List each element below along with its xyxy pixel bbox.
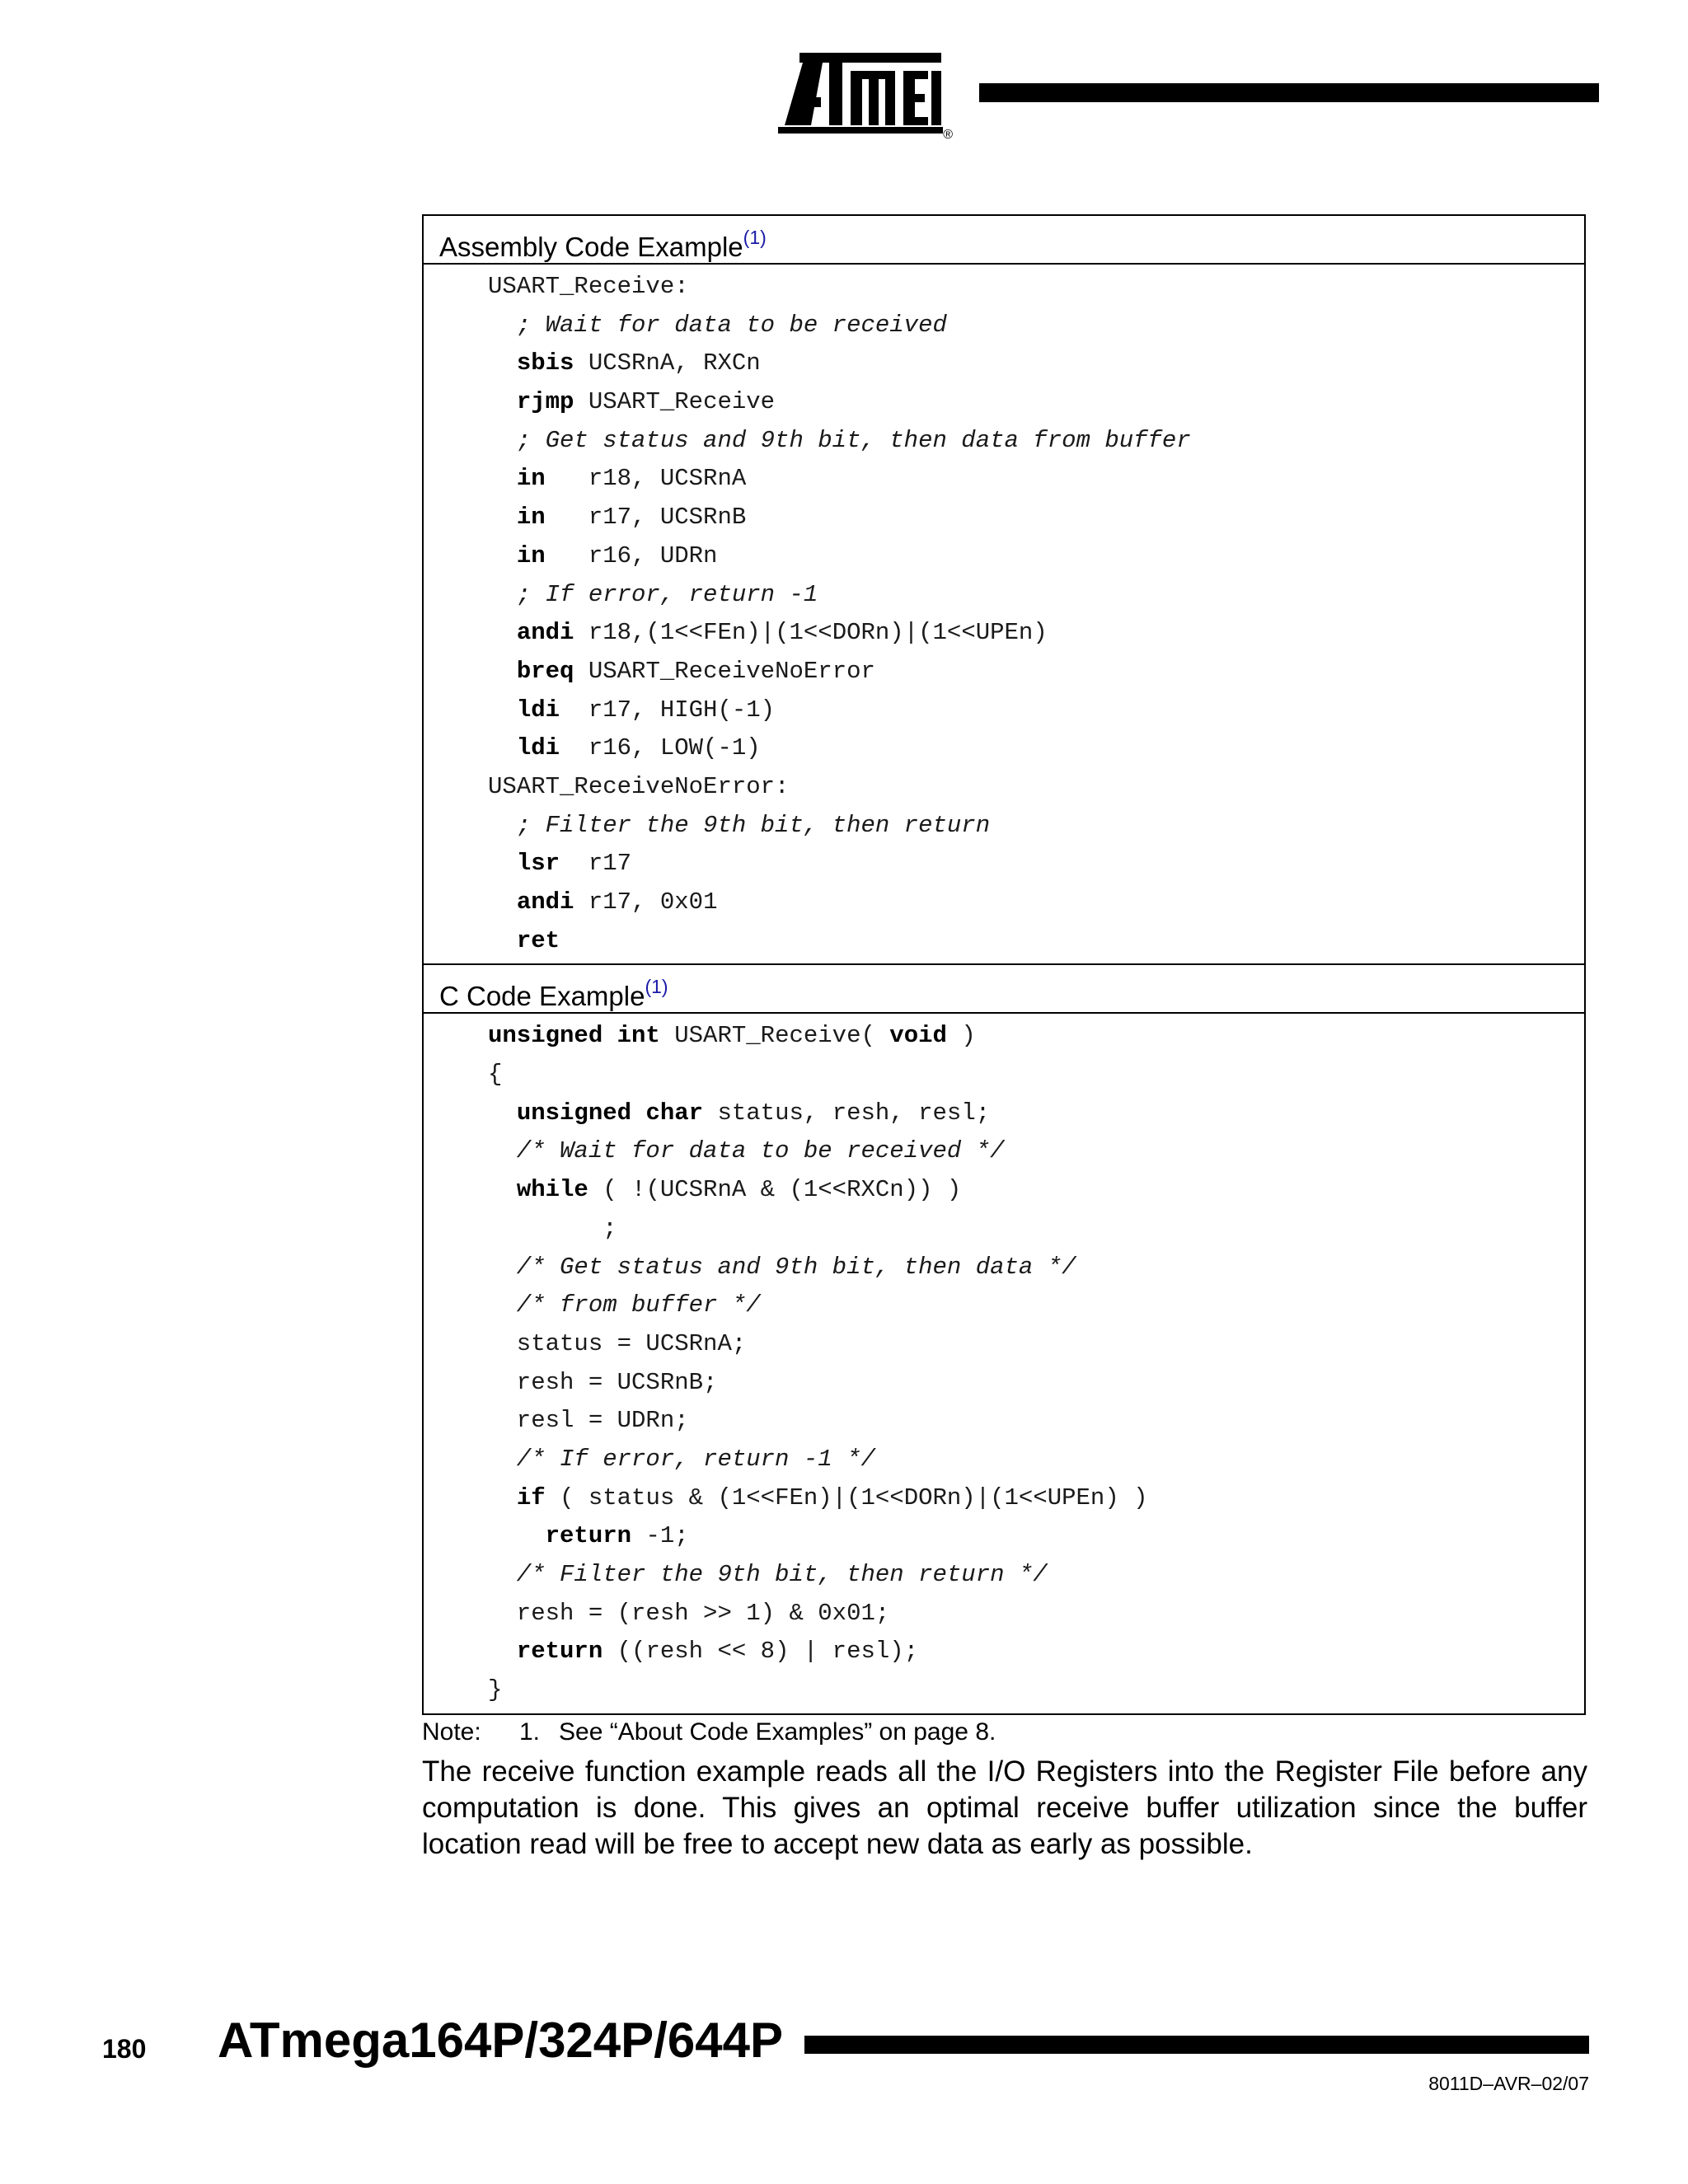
code-line bbox=[488, 1441, 1584, 1479]
code-line bbox=[488, 460, 1584, 499]
code-keyword: while bbox=[516, 1176, 588, 1204]
page-number: 180 bbox=[102, 2034, 147, 2064]
code-line bbox=[488, 1479, 1584, 1518]
code-text bbox=[488, 734, 517, 762]
code-line bbox=[488, 922, 1584, 961]
code-line bbox=[488, 499, 1584, 537]
code-text bbox=[488, 1176, 517, 1203]
code-keyword: in bbox=[516, 465, 546, 493]
code-keyword: ldi bbox=[516, 734, 560, 762]
code-comment: /* Filter the 9th bit, then return */ bbox=[488, 1561, 1048, 1588]
code-line bbox=[488, 883, 1584, 922]
code-text: ) bbox=[946, 1022, 976, 1050]
code-line bbox=[488, 1094, 1584, 1133]
code-text: USART_Receive bbox=[574, 388, 776, 416]
code-text bbox=[488, 349, 517, 377]
code-line bbox=[488, 1132, 1584, 1171]
code-text bbox=[488, 1099, 517, 1127]
header-rule bbox=[979, 83, 1599, 102]
code-keyword: void bbox=[889, 1022, 947, 1050]
assembly-footnote-ref: (1) bbox=[743, 227, 767, 248]
c-code-title: C Code Example bbox=[439, 981, 645, 1012]
code-line bbox=[488, 1325, 1584, 1364]
code-text bbox=[488, 542, 517, 569]
body-paragraph: The receive function example reads all the I/O Registers into the Register File before any computation is done. This gives an optimal receive buffer utilization since the buffer location read will be free to accept new data as early as possible. bbox=[422, 1755, 1587, 1860]
code-text: -1; bbox=[631, 1522, 689, 1550]
code-text: USART_ReceiveNoError bbox=[574, 657, 875, 685]
code-line bbox=[488, 268, 1584, 307]
code-comment: /* from buffer */ bbox=[488, 1291, 761, 1319]
code-text bbox=[488, 888, 517, 916]
code-line bbox=[488, 1171, 1584, 1210]
code-text bbox=[488, 504, 517, 531]
code-text: r17, HIGH(-1) bbox=[560, 696, 776, 724]
code-keyword: unsigned char bbox=[516, 1099, 704, 1127]
code-line bbox=[488, 383, 1584, 422]
code-text: ( !(UCSRnA & (1<<RXCn)) ) bbox=[588, 1176, 962, 1204]
code-line bbox=[488, 1402, 1584, 1441]
code-text: ; bbox=[488, 1214, 617, 1242]
code-keyword: unsigned int bbox=[488, 1022, 660, 1050]
code-comment: ; Wait for data to be received bbox=[488, 311, 947, 339]
document-code: 8011D–AVR–02/07 bbox=[1428, 2073, 1589, 2094]
atmel-logo bbox=[775, 51, 953, 142]
code-text: USART_ReceiveNoError: bbox=[488, 772, 790, 800]
code-line bbox=[488, 1210, 1584, 1249]
code-keyword: in bbox=[516, 504, 546, 532]
code-text: r17, 0x01 bbox=[574, 888, 718, 916]
code-comment: ; If error, return -1 bbox=[488, 580, 818, 608]
code-keyword: breq bbox=[516, 657, 574, 685]
code-line bbox=[488, 1633, 1584, 1671]
code-text: ((resh << 8) | resl); bbox=[603, 1638, 919, 1666]
code-comment: ; Get status and 9th bit, then data from buffer bbox=[488, 426, 1191, 454]
code-comment: ; Filter the 9th bit, then return bbox=[488, 811, 991, 839]
code-text: ( status & (1<<FEn)|(1<<DORn)|(1<<UPEn) ) bbox=[545, 1483, 1148, 1511]
code-text: r16, LOW(-1) bbox=[560, 734, 761, 762]
code-text: resl = UDRn; bbox=[488, 1407, 689, 1435]
code-text: status, resh, resl; bbox=[703, 1099, 991, 1127]
code-text: r18,(1<<FEn)|(1<<DORn)|(1<<UPEn) bbox=[574, 619, 1048, 647]
code-text: resh = (resh >> 1) & 0x01; bbox=[488, 1599, 890, 1627]
assembly-header bbox=[424, 216, 1584, 265]
code-text: r18, UCSRnA bbox=[545, 465, 747, 493]
note-text: See “About Code Examples” on page 8. bbox=[559, 1718, 996, 1746]
code-line bbox=[488, 1517, 1584, 1556]
code-text bbox=[488, 619, 517, 646]
code-line bbox=[488, 344, 1584, 383]
code-text: UCSRnA, RXCn bbox=[574, 349, 761, 377]
code-line bbox=[488, 576, 1584, 615]
footer-rule bbox=[804, 2036, 1589, 2054]
code-text bbox=[488, 1522, 546, 1549]
footnote bbox=[422, 1716, 996, 1749]
code-comment: /* If error, return -1 */ bbox=[488, 1445, 875, 1473]
code-line bbox=[488, 537, 1584, 576]
note-number: 1. bbox=[519, 1718, 541, 1746]
code-line bbox=[488, 1595, 1584, 1633]
code-keyword: sbis bbox=[516, 349, 574, 377]
c-code-block bbox=[424, 1014, 1584, 1713]
code-text bbox=[488, 658, 517, 685]
code-keyword: in bbox=[516, 541, 546, 569]
code-line bbox=[488, 653, 1584, 691]
code-line bbox=[488, 1017, 1584, 1056]
code-keyword: ret bbox=[516, 926, 560, 954]
assembly-code-block bbox=[424, 265, 1584, 965]
code-line bbox=[488, 614, 1584, 653]
code-keyword: ldi bbox=[516, 696, 560, 724]
note-label: Note: bbox=[422, 1718, 481, 1746]
code-comment: /* Wait for data to be received */ bbox=[488, 1137, 1005, 1165]
c-code-header bbox=[424, 965, 1584, 1014]
code-line bbox=[488, 691, 1584, 730]
code-line bbox=[488, 307, 1584, 345]
code-text bbox=[488, 850, 517, 877]
code-line bbox=[488, 729, 1584, 768]
code-text: r17 bbox=[560, 850, 632, 878]
registered-mark: ® bbox=[943, 128, 953, 142]
code-text: USART_Receive( bbox=[659, 1022, 890, 1050]
code-comment: /* Get status and 9th bit, then data */ bbox=[488, 1253, 1076, 1281]
code-line bbox=[488, 422, 1584, 461]
code-keyword: rjmp bbox=[516, 388, 574, 416]
code-line bbox=[488, 1286, 1584, 1325]
code-text: status = UCSRnA; bbox=[488, 1329, 747, 1357]
c-code-footnote-ref: (1) bbox=[645, 976, 668, 998]
code-line bbox=[488, 807, 1584, 846]
assembly-title: Assembly Code Example bbox=[439, 232, 743, 262]
code-text: r16, UDRn bbox=[545, 541, 718, 569]
code-text bbox=[488, 465, 517, 492]
code-keyword: andi bbox=[516, 888, 574, 916]
code-example-table bbox=[422, 214, 1586, 1715]
code-line bbox=[488, 768, 1584, 807]
code-line bbox=[488, 1364, 1584, 1403]
code-text bbox=[488, 1484, 517, 1511]
code-text: resh = UCSRnB; bbox=[488, 1368, 718, 1396]
code-text bbox=[488, 927, 517, 954]
code-text: USART_Receive: bbox=[488, 273, 689, 300]
code-line bbox=[488, 1056, 1584, 1094]
code-text bbox=[488, 696, 517, 724]
code-text bbox=[488, 388, 517, 415]
code-text: { bbox=[488, 1061, 503, 1089]
code-keyword: andi bbox=[516, 619, 574, 647]
code-line bbox=[488, 845, 1584, 883]
code-line bbox=[488, 1556, 1584, 1595]
code-text: } bbox=[488, 1676, 503, 1704]
code-line bbox=[488, 1249, 1584, 1287]
code-keyword: lsr bbox=[516, 850, 560, 878]
code-line bbox=[488, 1671, 1584, 1710]
code-text: r17, UCSRnB bbox=[545, 504, 747, 532]
code-keyword: return bbox=[516, 1638, 603, 1666]
code-keyword: return bbox=[545, 1522, 632, 1550]
code-text bbox=[488, 1638, 517, 1665]
footer-title: ATmega164P/324P/644P bbox=[218, 2013, 783, 2068]
code-keyword: if bbox=[516, 1483, 546, 1511]
